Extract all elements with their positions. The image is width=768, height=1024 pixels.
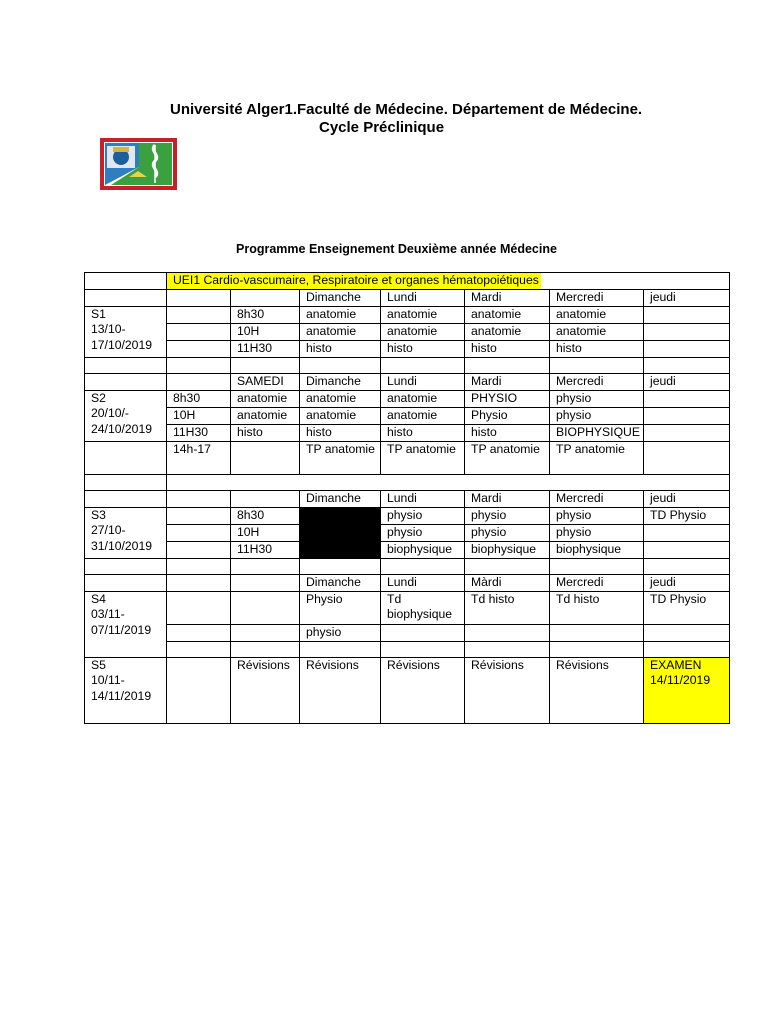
course-cell bbox=[644, 306, 730, 323]
header-university-line: Université Alger1.Faculté de Médecine. Département de Médecine. bbox=[170, 101, 643, 118]
course-cell: histo bbox=[381, 424, 465, 441]
course-cell bbox=[381, 624, 465, 641]
course-cell: Révisions bbox=[231, 657, 300, 723]
course-cell: physio bbox=[550, 390, 644, 407]
course-cell: anatomie bbox=[300, 323, 381, 340]
week-label-s3: S3 27/10- 31/10/2019 bbox=[85, 507, 167, 558]
course-cell: anatomie bbox=[300, 407, 381, 424]
course-cell: anatomie bbox=[231, 407, 300, 424]
time-cell: 10H bbox=[231, 524, 300, 541]
course-cell: histo bbox=[300, 340, 381, 357]
course-cell: anatomie bbox=[231, 390, 300, 407]
course-cell: Physio bbox=[465, 407, 550, 424]
day-header: jeudi bbox=[644, 490, 730, 507]
time-cell: 10H bbox=[231, 323, 300, 340]
course-cell: histo bbox=[381, 340, 465, 357]
course-cell: TP anatomie bbox=[300, 441, 381, 474]
day-header: Mardi bbox=[465, 373, 550, 390]
table-row bbox=[85, 657, 730, 723]
day-header: Mercredi bbox=[550, 490, 644, 507]
course-cell: anatomie bbox=[381, 390, 465, 407]
redacted-cell bbox=[300, 541, 381, 558]
day-header: Màrdi bbox=[465, 574, 550, 591]
course-cell bbox=[465, 624, 550, 641]
course-cell: Révisions bbox=[465, 657, 550, 723]
course-cell bbox=[644, 541, 730, 558]
course-cell bbox=[550, 624, 644, 641]
course-cell: physio bbox=[465, 524, 550, 541]
table-row bbox=[85, 624, 730, 641]
course-cell bbox=[644, 390, 730, 407]
time-cell: 8h30 bbox=[167, 390, 231, 407]
course-cell: TD Physio bbox=[644, 507, 730, 524]
program-title: Programme Enseignement Deuxième année Médecine bbox=[236, 242, 557, 256]
time-cell: 10H bbox=[167, 407, 231, 424]
time-cell: 8h30 bbox=[231, 306, 300, 323]
course-cell bbox=[231, 441, 300, 474]
course-cell: TP anatomie bbox=[465, 441, 550, 474]
schedule-table bbox=[84, 272, 730, 724]
day-header: Mercredi bbox=[550, 574, 644, 591]
day-header: jeudi bbox=[644, 373, 730, 390]
course-cell bbox=[644, 407, 730, 424]
exam-cell: EXAMEN 14/11/2019 bbox=[644, 657, 730, 723]
course-cell: physio bbox=[300, 624, 381, 641]
course-cell: TP anatomie bbox=[550, 441, 644, 474]
course-cell bbox=[644, 441, 730, 474]
day-header: Lundi bbox=[381, 574, 465, 591]
course-cell: histo bbox=[550, 340, 644, 357]
course-cell: physio bbox=[550, 507, 644, 524]
course-cell bbox=[644, 624, 730, 641]
s2-days-row bbox=[85, 373, 730, 390]
table-row bbox=[85, 306, 730, 323]
course-cell: Révisions bbox=[300, 657, 381, 723]
redacted-cell bbox=[300, 524, 381, 541]
table-row bbox=[85, 524, 730, 541]
course-cell: biophysique bbox=[550, 541, 644, 558]
time-cell: 11H30 bbox=[231, 340, 300, 357]
course-cell: PHYSIO bbox=[465, 390, 550, 407]
day-header: Lundi bbox=[381, 490, 465, 507]
spacer-row bbox=[85, 558, 730, 574]
course-cell: TD Physio bbox=[644, 591, 730, 624]
day-header: Dimanche bbox=[300, 574, 381, 591]
day-header: Dimanche bbox=[300, 373, 381, 390]
course-cell: biophysique bbox=[381, 541, 465, 558]
course-cell: histo bbox=[231, 424, 300, 441]
course-cell bbox=[644, 524, 730, 541]
course-cell: physio bbox=[381, 507, 465, 524]
day-header: Mercredi bbox=[550, 289, 644, 306]
course-cell: Td biophysique bbox=[381, 591, 465, 624]
day-header: jeudi bbox=[644, 289, 730, 306]
time-cell: 11H30 bbox=[167, 424, 231, 441]
course-cell: anatomie bbox=[300, 390, 381, 407]
course-cell: physio bbox=[465, 507, 550, 524]
course-cell: physio bbox=[550, 407, 644, 424]
course-cell: Révisions bbox=[381, 657, 465, 723]
week-label-s1: S1 13/10- 17/10/2019 bbox=[85, 306, 167, 357]
day-header: Lundi bbox=[381, 373, 465, 390]
course-cell bbox=[644, 424, 730, 441]
table-row bbox=[85, 507, 730, 524]
course-cell: anatomie bbox=[381, 306, 465, 323]
course-cell: Td histo bbox=[465, 591, 550, 624]
table-row bbox=[85, 323, 730, 340]
course-cell: histo bbox=[465, 340, 550, 357]
faculty-crest-logo bbox=[99, 137, 178, 191]
course-cell: anatomie bbox=[550, 306, 644, 323]
day-header: Dimanche bbox=[300, 289, 381, 306]
week-label-s5: S5 10/11- 14/11/2019 bbox=[85, 657, 167, 723]
s1-days-row bbox=[85, 289, 730, 306]
spacer-row bbox=[85, 474, 730, 490]
table-row bbox=[85, 641, 730, 657]
course-cell bbox=[644, 340, 730, 357]
course-cell bbox=[644, 323, 730, 340]
course-cell: BIOPHYSIQUE bbox=[550, 424, 644, 441]
course-cell: anatomie bbox=[381, 407, 465, 424]
time-cell: 11H30 bbox=[231, 541, 300, 558]
time-cell: 14h-17 bbox=[167, 441, 231, 474]
redacted-cell bbox=[300, 507, 381, 524]
course-cell: anatomie bbox=[465, 323, 550, 340]
course-cell: anatomie bbox=[381, 323, 465, 340]
course-cell: Td histo bbox=[550, 591, 644, 624]
course-cell: physio bbox=[550, 524, 644, 541]
table-row bbox=[85, 407, 730, 424]
course-cell: Physio bbox=[300, 591, 381, 624]
day-header: Mardi bbox=[465, 289, 550, 306]
day-header: Mardi bbox=[465, 490, 550, 507]
week-label-s2: S2 20/10/- 24/10/2019 bbox=[85, 390, 167, 441]
course-cell: anatomie bbox=[465, 306, 550, 323]
s3-days-row bbox=[85, 490, 730, 507]
s4-days-row bbox=[85, 574, 730, 591]
course-cell: histo bbox=[300, 424, 381, 441]
course-cell: Révisions bbox=[550, 657, 644, 723]
day-header: jeudi bbox=[644, 574, 730, 591]
course-cell: biophysique bbox=[465, 541, 550, 558]
course-cell: TP anatomie bbox=[381, 441, 465, 474]
ue-title-row bbox=[85, 273, 730, 290]
spacer-row bbox=[85, 357, 730, 373]
day-header: SAMEDI bbox=[231, 373, 300, 390]
day-header: Lundi bbox=[381, 289, 465, 306]
day-header: Mercredi bbox=[550, 373, 644, 390]
header-cycle-line: Cycle Préclinique bbox=[319, 119, 445, 136]
time-cell: 8h30 bbox=[231, 507, 300, 524]
week-label-s4: S4 03/11- 07/11/2019 bbox=[85, 591, 167, 657]
course-cell: anatomie bbox=[300, 306, 381, 323]
table-row bbox=[85, 340, 730, 357]
day-header: Dimanche bbox=[300, 490, 381, 507]
table-row bbox=[85, 591, 730, 624]
course-cell: physio bbox=[381, 524, 465, 541]
table-row bbox=[85, 441, 730, 474]
table-row bbox=[85, 541, 730, 558]
course-cell: histo bbox=[465, 424, 550, 441]
course-cell: anatomie bbox=[550, 323, 644, 340]
ue-title: UEI1 Cardio-vascumaire, Respiratoire et organes hématopoiétiques bbox=[167, 273, 541, 289]
table-row bbox=[85, 390, 730, 407]
table-row bbox=[85, 424, 730, 441]
